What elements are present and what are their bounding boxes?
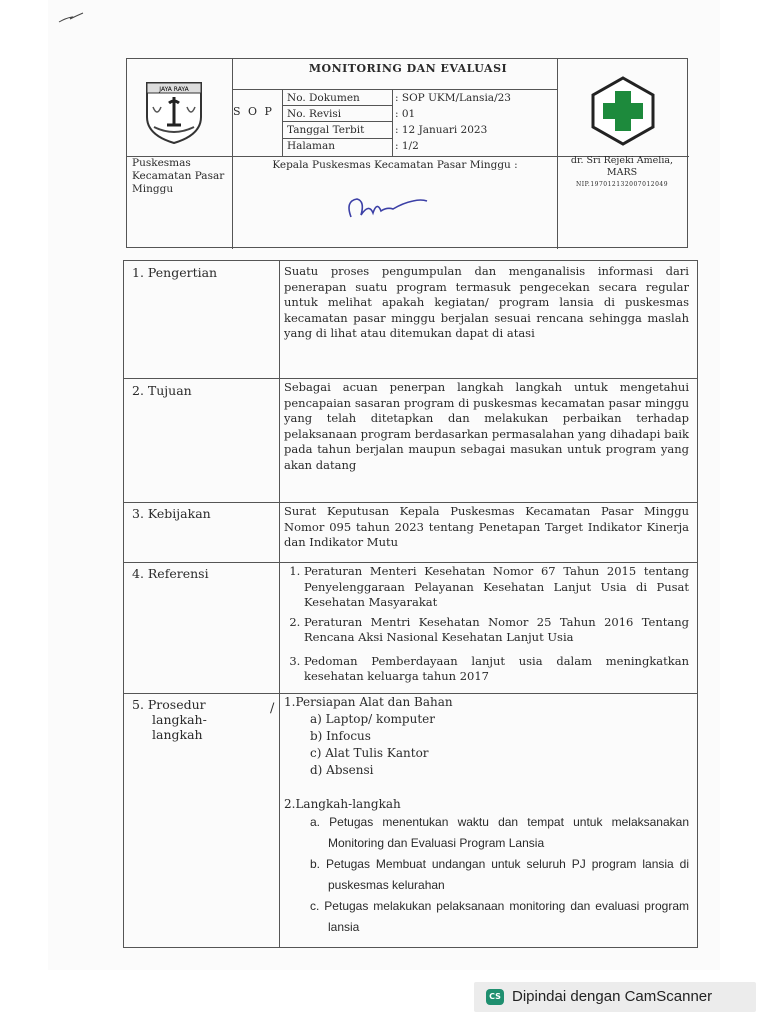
revision-label: No. Revisi: [287, 108, 342, 120]
section-kebijakan-text: Surat Keputusan Kepala Puskesmas Kecamatan Pasar Minggu Nomor 095 tahun 2023 tentang Penetapan Target Indikator Kinerja dan Indikator Mutu: [284, 504, 689, 549]
sop-content-table: [123, 260, 698, 948]
reference-item: 3. Pedoman Pemberdayaan lanjut usia dalam meningkatkan kesehatan keluarga tahun 2017: [304, 654, 689, 685]
list-item: b) Infocus: [310, 728, 371, 743]
steps-title: 2.Langkah-langkah: [284, 796, 401, 811]
issue-date-label: Tanggal Terbit: [287, 124, 365, 136]
section-kebijakan-label: 3. Kebijakan: [132, 506, 211, 521]
sop-header-table: [126, 58, 688, 248]
list-item: a) Laptop/ komputer: [310, 711, 435, 726]
list-item: c) Alat Tulis Kantor: [310, 745, 429, 760]
pen-mark: [58, 12, 84, 24]
health-cross-logo: [587, 75, 659, 147]
pen-slash-mark: /: [270, 701, 275, 716]
reference-item: 1. Peraturan Menteri Kesehatan Nomor 67 Tahun 2015 tentang Penyelenggaraan Pelayanan Kesehatan Lanjut Usia di Pusat Kesehatan Masyarakat: [304, 564, 689, 611]
issue-date-value: : 12 Januari 2023: [395, 124, 488, 136]
revision-value: : 01: [395, 108, 416, 120]
page-value: : 1/2: [395, 140, 419, 152]
officer-nip: NIP.197012132007012049: [575, 181, 669, 188]
list-item: b. Petugas Membuat undangan untuk seluruh PJ program lansia di puskesmas kelurahan: [310, 857, 689, 892]
sop-label: S O P: [233, 105, 274, 118]
list-item: a. Petugas menentukan waktu dan tempat untuk melaksanakan Monitoring dan Evaluasi Program Lansia: [310, 815, 689, 850]
officer-name: dr. Sri Rejeki Amelia, MARS: [570, 155, 674, 178]
officer-block: [559, 155, 685, 191]
section-tujuan-label: 2. Tujuan: [132, 383, 192, 398]
signature: [343, 187, 433, 227]
prep-list: [284, 711, 689, 779]
svg-text:JAYA RAYA: JAYA RAYA: [159, 86, 189, 93]
section-prosedur-label: 5. Prosedur langkah- langkah /: [132, 697, 275, 742]
unit-name: Puskesmas Kecamatan Pasar Minggu: [132, 157, 225, 195]
jakarta-crest-logo: [139, 77, 209, 145]
doc-number-label: No. Dokumen: [287, 92, 360, 104]
section-referensi-label: 4. Referensi: [132, 566, 209, 581]
steps-list: [284, 812, 689, 938]
doc-number-value: : SOP UKM/Lansia/23: [395, 92, 511, 104]
page-label: Halaman: [287, 140, 336, 152]
camscanner-watermark: [474, 982, 756, 1012]
head-title: Kepala Puskesmas Kecamatan Pasar Minggu :: [272, 159, 518, 171]
section-tujuan-text: Sebagai acuan penerpan langkah langkah untuk mengetahui pencapaian sasaran program di puskesmas kecamatan pasar minggu yang telah ditetapkan dan melakukan perbaikan terhadap pelaksanaan program berdasarkan permasalahan yang dihadapi baik pada tahun berjalan maupun sebagai masukan untuk program yang akan datang: [284, 380, 689, 472]
prep-title: 1.Persiapan Alat dan Bahan: [284, 695, 453, 709]
camscanner-text: Dipindai dengan CamScanner: [512, 988, 713, 1005]
section-prosedur-content: [284, 695, 689, 938]
reference-item: 2. Peraturan Mentri Kesehatan Nomor 25 Tahun 2016 Tentang Rencana Aksi Nasional Kesehatan Lanjut Usia: [304, 615, 689, 646]
section-referensi-list: [284, 564, 689, 689]
list-item: c. Petugas melakukan pelaksanaan monitoring dan evaluasi program lansia: [310, 899, 689, 934]
list-item: d) Absensi: [310, 762, 374, 777]
section-pengertian-label: 1. Pengertian: [132, 265, 218, 280]
camscanner-logo-icon: CS: [486, 989, 504, 1005]
document-title: MONITORING DAN EVALUASI: [308, 62, 508, 75]
section-pengertian-text: Suatu proses pengumpulan dan menganalisis informasi dari penerapan suatu program termasuk pengecekan secara regular untuk melihat apakah kegiatan/ program lansia di puskesmas kecamatan pasar minggu berjalan sesuai rencana sehingga maslah yang di lihat atau ditemukan dapat di atasi: [284, 264, 689, 340]
